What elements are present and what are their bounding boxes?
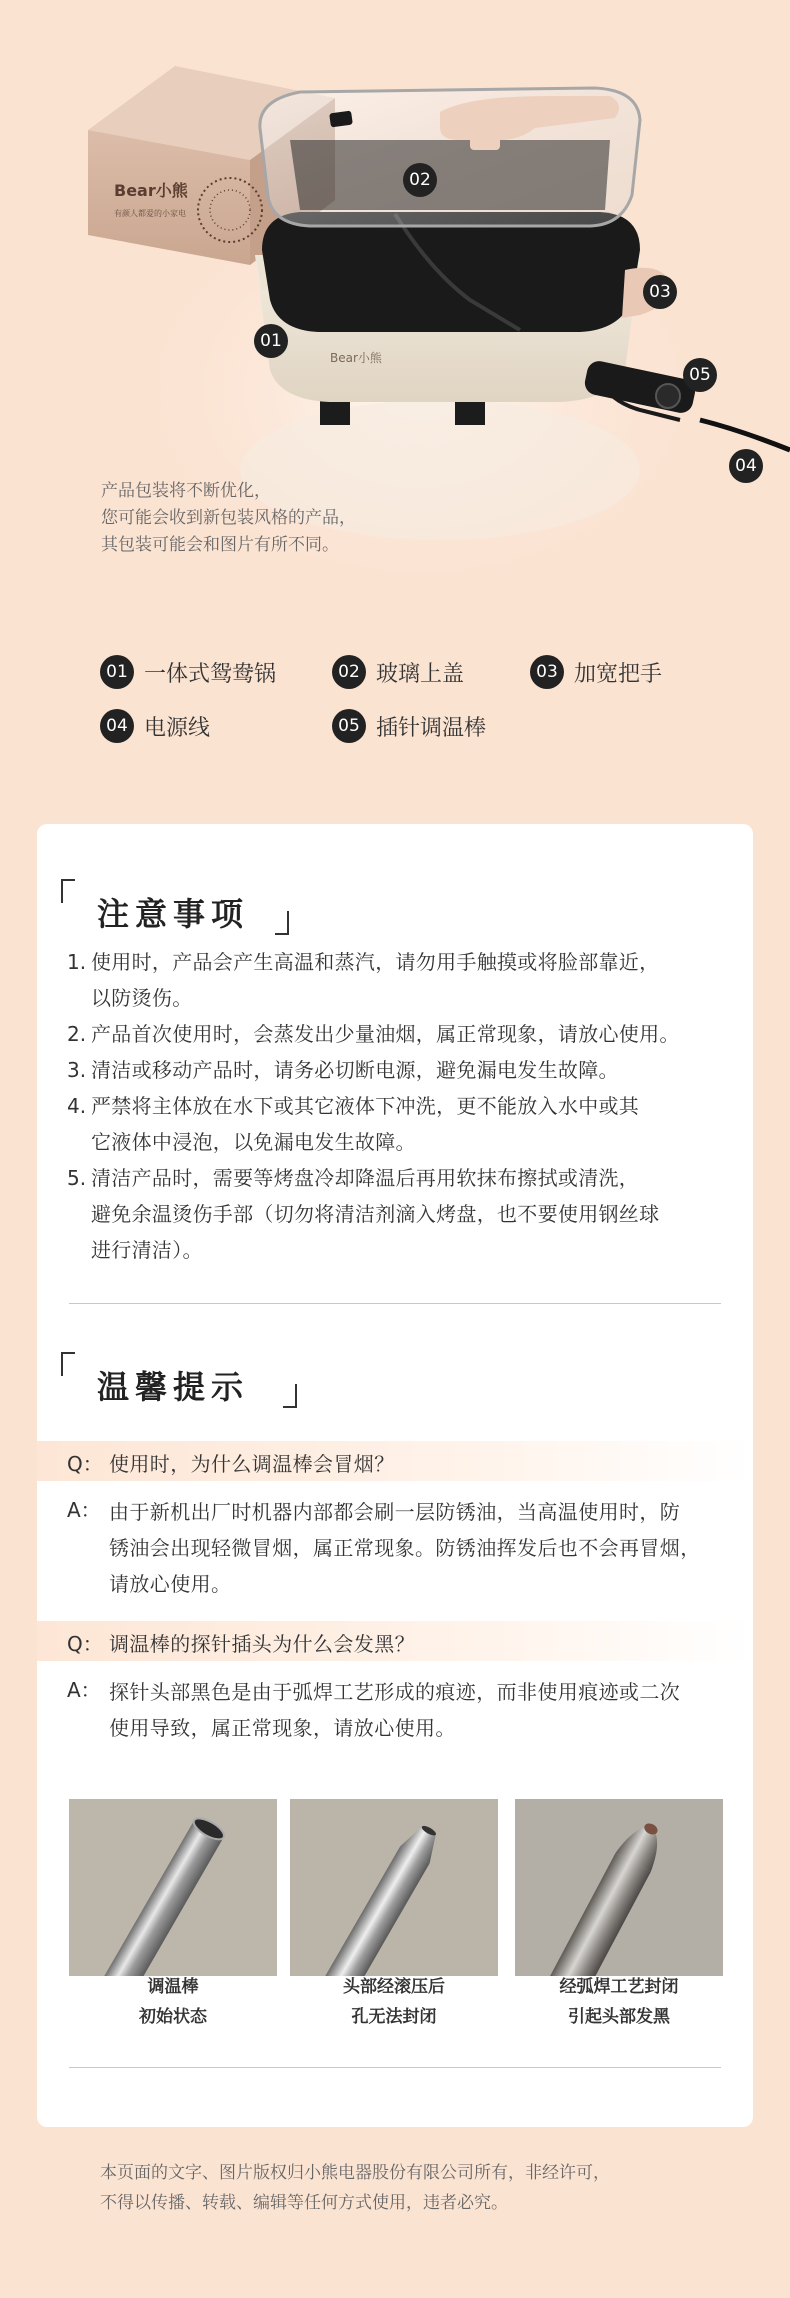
legend-number: 03 (530, 655, 564, 689)
answer-line: 使用导致，属正常现象，请放心使用。 (109, 1716, 456, 1740)
bottom-divider (69, 2067, 721, 2068)
precaution-line: 使用时，产品会产生高温和蒸汽，请勿用手触摸或将脸部靠近， (91, 950, 660, 974)
marker-05-probe: 05 (683, 358, 717, 392)
legend-number: 01 (100, 655, 134, 689)
bracket-left (61, 879, 75, 903)
precaution-text (91, 1160, 727, 1268)
photo-caption (69, 1972, 277, 2032)
legend-item-probe (332, 709, 486, 743)
precautions-title: 注意事项 (97, 895, 250, 933)
precaution-line: 严禁将主体放在水下或其它液体下冲洗，更不能放入水中或其 (91, 1094, 640, 1118)
answer-text (109, 1674, 747, 1746)
marker-04-cord: 04 (729, 449, 763, 483)
precaution-line: 清洁或移动产品时，请务必切断电源，避免漏电发生故障。 (91, 1058, 619, 1082)
question-text: 调温棒的探针插头为什么会发黑？ (109, 1632, 415, 1656)
legend-item-handle (530, 655, 662, 689)
answer-line: 请放心使用。 (109, 1572, 232, 1596)
precaution-line: 产品首次使用时，会蒸发出少量油烟，属正常现象，请放心使用。 (91, 1022, 680, 1046)
faq-question (67, 1448, 747, 1477)
copyright-line: 本页面的文字、图片版权归小熊电器股份有限公司所有，非经许可， (100, 2163, 610, 2183)
precaution-item (67, 944, 727, 1016)
answer-line: 锈油会出现轻微冒烟，属正常现象。防锈油挥发后也不会再冒烟， (109, 1536, 701, 1560)
legend-label: 插针调温棒 (376, 715, 487, 741)
question-label: Q： (67, 1632, 103, 1656)
precaution-line: 清洁产品时，需要等烤盘冷却降温后再用软抹布擦拭或清洗， (91, 1166, 640, 1190)
legend-item-lid (332, 655, 464, 689)
marker-02-lid: 02 (403, 163, 437, 197)
precaution-text (91, 1016, 727, 1052)
answer-line: 由于新机出厂时机器内部都会刷一层防锈油，当高温使用时，防 (109, 1500, 681, 1524)
legend-label: 加宽把手 (574, 661, 663, 687)
pot-brand-logo: Bear小熊 (330, 351, 382, 365)
package-note-line: 您可能会收到新包装风格的产品， (101, 508, 356, 528)
question-text: 使用时，为什么调温棒会冒烟？ (109, 1452, 395, 1476)
legend-item-cord (100, 709, 210, 743)
answer-label: A： (67, 1498, 101, 1522)
marker-01-pot: 01 (254, 324, 288, 358)
precaution-item (67, 1088, 727, 1160)
faq-answer (67, 1494, 747, 1602)
precaution-number: 2. (67, 1022, 87, 1046)
caption-line: 调温棒 (147, 1977, 199, 1997)
tips-heading (61, 1352, 301, 1408)
glass-lid (260, 88, 640, 226)
caption-line: 初始状态 (139, 2007, 207, 2027)
copyright-notice (100, 2158, 720, 2218)
legend-label: 一体式鸳鸯锅 (144, 661, 277, 687)
precaution-item (67, 1160, 727, 1268)
package-note (101, 478, 521, 559)
copyright-line: 不得以传播、转载、编辑等任何方式使用，违者必究。 (100, 2193, 508, 2213)
answer-line: 探针头部黑色是由于弧焊工艺形成的痕迹，而非使用痕迹或二次 (109, 1680, 681, 1704)
legend-number: 02 (332, 655, 366, 689)
probe-photo-initial (69, 1799, 277, 1976)
precaution-line: 避免余温烫伤手部（切勿将清洁剂滴入烤盘，也不要使用钢丝球 (91, 1202, 660, 1226)
section-divider (69, 1303, 721, 1304)
marker-03-handle: 03 (643, 275, 677, 309)
package-note-line: 其包装可能会和图片有所不同。 (101, 535, 339, 555)
probe-photo-rolled (290, 1799, 498, 1976)
legend-number: 05 (332, 709, 366, 743)
tips-title: 温馨提示 (97, 1368, 250, 1406)
legend-item-pot (100, 655, 276, 689)
answer-label: A： (67, 1678, 101, 1702)
precaution-text (91, 1052, 727, 1088)
legend-label: 电源线 (144, 715, 211, 741)
photo-caption (515, 1972, 723, 2032)
caption-line: 引起头部发黑 (568, 2007, 670, 2027)
precaution-text (91, 1088, 727, 1160)
parts-legend (100, 655, 720, 765)
precaution-item (67, 1016, 727, 1052)
bracket-left (61, 1352, 75, 1376)
info-card (37, 824, 753, 2127)
probe-rolled-image (290, 1799, 498, 1976)
precaution-line: 以防烫伤。 (91, 986, 193, 1010)
caption-line: 头部经滚压后 (343, 1977, 445, 1997)
precaution-number: 4. (67, 1094, 87, 1118)
precautions-list (67, 944, 727, 1268)
faq-question (67, 1628, 747, 1657)
precaution-number: 5. (67, 1166, 87, 1190)
faq-answer (67, 1674, 747, 1746)
question-label: Q： (67, 1452, 103, 1476)
package-note-line: 产品包装将不断优化， (101, 481, 271, 501)
legend-number: 04 (100, 709, 134, 743)
box-brand-logo: Bear小熊 (114, 181, 188, 200)
hero-illustration (0, 0, 790, 640)
precaution-line: 进行清洁）。 (91, 1238, 203, 1262)
probe-welded-image (515, 1799, 723, 1976)
caption-line: 经弧焊工艺封闭 (559, 1977, 679, 1997)
bracket-right (283, 1384, 297, 1408)
box-tagline: 有颜人都爱的小家电 (114, 209, 186, 218)
precaution-number: 3. (67, 1058, 87, 1082)
precaution-text (91, 944, 727, 1016)
precaution-item (67, 1052, 727, 1088)
legend-label: 玻璃上盖 (376, 661, 465, 687)
probe-initial-image (69, 1799, 277, 1976)
probe-photo-welded (515, 1799, 723, 1976)
precautions-heading (61, 879, 291, 935)
photo-caption (290, 1972, 498, 2032)
precaution-line: 它液体中浸泡，以免漏电发生故障。 (91, 1130, 416, 1154)
bracket-right (275, 911, 289, 935)
caption-line: 孔无法封闭 (351, 2007, 437, 2027)
precaution-number: 1. (67, 950, 87, 974)
answer-text (109, 1494, 747, 1602)
